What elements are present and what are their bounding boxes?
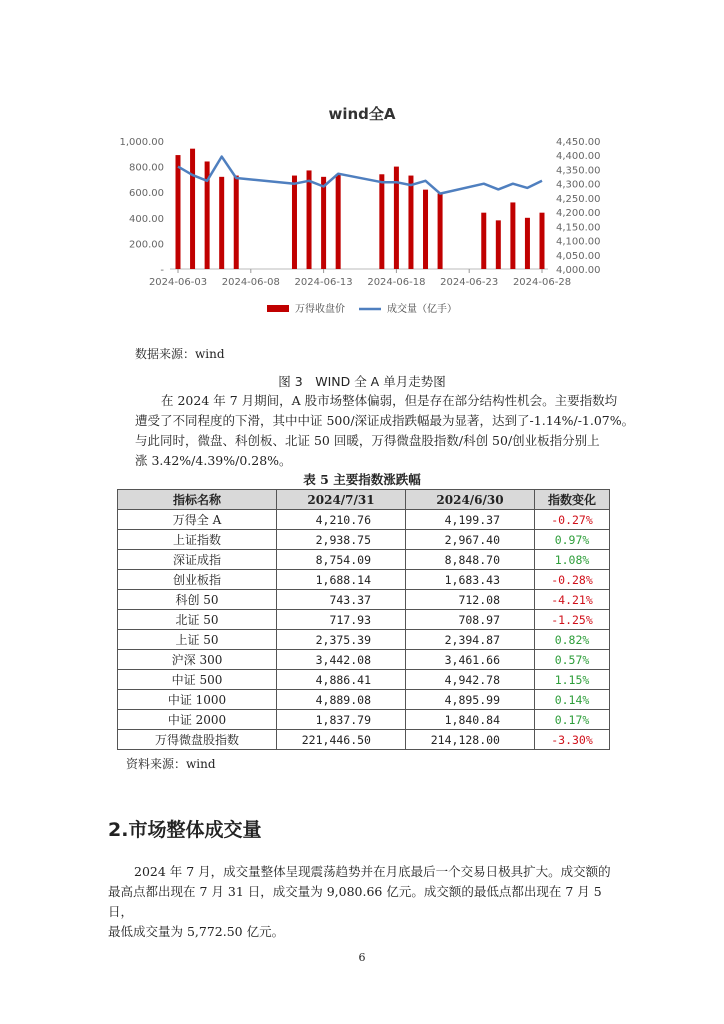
- bar: [408, 176, 413, 269]
- left-axis-tick-label: 600.00: [129, 188, 164, 200]
- right-axis-tick-label: 4,350.00: [556, 165, 601, 177]
- right-axis-tick-label: 4,250.00: [556, 193, 601, 205]
- right-axis-ticks: [556, 137, 601, 276]
- section-paragraph-line-2: 最高点都出现在 7 月 31 日，成交量为 9,080.66 亿元。成交额的最低点都出现在 7 月 5 日，: [108, 884, 602, 919]
- table-row: [118, 710, 610, 730]
- x-axis-tick-label: 2024-06-13: [294, 277, 353, 288]
- index-name-cell: 中证 1000: [118, 690, 277, 710]
- table-row: [118, 730, 610, 750]
- table-header-cell: 指标名称: [118, 490, 277, 510]
- right-axis-tick-label: 4,400.00: [556, 151, 601, 163]
- bar: [481, 213, 486, 269]
- bar: [379, 174, 384, 269]
- value-jun-cell: 2,967.40: [406, 530, 535, 550]
- value-jun-cell: 3,461.66: [406, 650, 535, 670]
- legend-line-label: 成交量（亿手）: [387, 304, 457, 315]
- figure-caption: 图 3 WIND 全 A 单月走势图: [278, 374, 446, 389]
- index-name-cell: 万得微盘股指数: [118, 730, 277, 750]
- bar: [219, 177, 224, 269]
- value-jun-cell: 4,199.37: [406, 510, 535, 530]
- paragraph-1-line-2: 遭受了不同程度的下滑，其中中证 500/深证成指跌幅最为显著，达到了-1.14%/-1.07%。: [135, 413, 635, 428]
- table-row: [118, 570, 610, 590]
- value-jul-cell: 4,886.41: [277, 670, 406, 690]
- value-jul-cell: 3,442.08: [277, 650, 406, 670]
- table-row: [118, 550, 610, 570]
- table-row: [118, 670, 610, 690]
- value-jul-cell: 8,754.09: [277, 550, 406, 570]
- change-cell: -0.27%: [535, 510, 610, 530]
- change-cell: -1.25%: [535, 610, 610, 630]
- change-cell: 0.57%: [535, 650, 610, 670]
- legend-bar-label: 万得收盘价: [295, 304, 345, 315]
- change-cell: -4.21%: [535, 590, 610, 610]
- change-cell: 0.17%: [535, 710, 610, 730]
- table-caption: 表 5 主要指数涨跌幅: [303, 472, 421, 487]
- table-row: [118, 690, 610, 710]
- left-axis-tick-label: 200.00: [129, 239, 164, 251]
- table-row: [118, 650, 610, 670]
- chart-source: 数据来源：wind: [135, 347, 225, 361]
- table-header-cell: 2024/6/30: [406, 490, 535, 510]
- value-jun-cell: 4,942.78: [406, 670, 535, 690]
- table-row: [118, 630, 610, 650]
- bar: [307, 170, 312, 269]
- bar: [176, 155, 181, 269]
- right-axis-tick-label: 4,450.00: [556, 137, 601, 148]
- table-header-cell: 2024/7/31: [277, 490, 406, 510]
- chart-figure: [110, 128, 610, 328]
- index-name-cell: 上证 50: [118, 630, 277, 650]
- value-jun-cell: 1,840.84: [406, 710, 535, 730]
- section-paragraph-line-1: 2024 年 7 月，成交量整体呈现震荡趋势并在月底最后一个交易日极具扩大。成交额的: [134, 864, 611, 879]
- index-name-cell: 上证指数: [118, 530, 277, 550]
- index-name-cell: 北证 50: [118, 610, 277, 630]
- right-axis-tick-label: 4,050.00: [556, 250, 601, 262]
- x-axis-tick-label: 2024-06-28: [512, 277, 572, 288]
- value-jul-cell: 4,889.08: [277, 690, 406, 710]
- index-name-cell: 万得全 A: [118, 510, 277, 530]
- left-axis-tick-label: 800.00: [129, 162, 164, 174]
- index-name-cell: 创业板指: [118, 570, 277, 590]
- value-jun-cell: 2,394.87: [406, 630, 535, 650]
- value-jun-cell: 708.97: [406, 610, 535, 630]
- x-axis-ticks: [149, 269, 571, 288]
- bar: [438, 193, 443, 269]
- bar: [292, 176, 297, 269]
- change-cell: -0.28%: [535, 570, 610, 590]
- x-axis-tick-label: 2024-06-08: [221, 277, 280, 288]
- value-jul-cell: 717.93: [277, 610, 406, 630]
- paragraph-1: [135, 391, 634, 471]
- paragraph-1-line-4: 涨 3.42%/4.39%/0.28%。: [135, 453, 292, 468]
- bar: [190, 149, 195, 269]
- index-name-cell: 沪深 300: [118, 650, 277, 670]
- bar-series: [176, 149, 545, 269]
- paragraph-1-line-1: 在 2024 年 7 月期间，A 股市场整体偏弱，但是存在部分结构性机会。主要指数均: [161, 393, 618, 408]
- bar: [510, 202, 515, 269]
- value-jun-cell: 1,683.43: [406, 570, 535, 590]
- value-jul-cell: 743.37: [277, 590, 406, 610]
- bar: [321, 177, 326, 269]
- value-jul-cell: 4,210.76: [277, 510, 406, 530]
- paragraph-1-line-3: 与此同时，微盘、科创板、北证 50 回暖，万得微盘股指数/科创 50/创业板指分别上: [135, 433, 600, 448]
- index-change-table: [117, 489, 610, 750]
- section-paragraph-line-3: 最低成交量为 5,772.50 亿元。: [108, 924, 285, 939]
- change-cell: -3.30%: [535, 730, 610, 750]
- value-jun-cell: 4,895.99: [406, 690, 535, 710]
- table-source: 资料来源：wind: [126, 757, 216, 771]
- section-paragraph: [108, 862, 628, 942]
- left-axis-tick-label: 1,000.00: [119, 137, 164, 148]
- value-jun-cell: 8,848.70: [406, 550, 535, 570]
- left-axis-tick-label: -: [160, 265, 164, 276]
- value-jul-cell: 1,837.79: [277, 710, 406, 730]
- value-jul-cell: 1,688.14: [277, 570, 406, 590]
- x-axis-tick-label: 2024-06-23: [440, 277, 499, 288]
- value-jul-cell: 2,375.39: [277, 630, 406, 650]
- value-jul-cell: 2,938.75: [277, 530, 406, 550]
- value-jun-cell: 712.08: [406, 590, 535, 610]
- bar: [423, 190, 428, 269]
- table-header-row: [118, 490, 610, 510]
- bar: [496, 220, 501, 269]
- change-cell: 1.08%: [535, 550, 610, 570]
- bar: [234, 176, 239, 269]
- index-name-cell: 中证 2000: [118, 710, 277, 730]
- volume-line: [178, 157, 542, 194]
- bar: [336, 174, 341, 269]
- chart-title: wind全A: [328, 105, 396, 123]
- left-axis-ticks: [119, 137, 164, 276]
- table-row: [118, 610, 610, 630]
- index-name-cell: 科创 50: [118, 590, 277, 610]
- index-name-cell: 中证 500: [118, 670, 277, 690]
- change-cell: 0.14%: [535, 690, 610, 710]
- right-axis-tick-label: 4,100.00: [556, 236, 601, 248]
- table-header-cell: 指数变化: [535, 490, 610, 510]
- change-cell: 0.82%: [535, 630, 610, 650]
- bar: [540, 213, 545, 269]
- value-jun-cell: 214,128.00: [406, 730, 535, 750]
- right-axis-tick-label: 4,150.00: [556, 222, 601, 234]
- table-row: [118, 530, 610, 550]
- change-cell: 0.97%: [535, 530, 610, 550]
- section-heading: 2.市场整体成交量: [108, 819, 262, 841]
- table-row: [118, 510, 610, 530]
- change-cell: 1.15%: [535, 670, 610, 690]
- right-axis-tick-label: 4,200.00: [556, 208, 601, 220]
- left-axis-tick-label: 400.00: [129, 213, 164, 225]
- page-number: 6: [358, 951, 366, 964]
- chart-legend: [267, 302, 457, 315]
- x-axis-tick-label: 2024-06-03: [148, 277, 208, 288]
- legend-bar-swatch: [267, 305, 289, 312]
- right-axis-tick-label: 4,000.00: [556, 265, 601, 276]
- index-name-cell: 深证成指: [118, 550, 277, 570]
- line-series: [178, 157, 542, 194]
- value-jul-cell: 221,446.50: [277, 730, 406, 750]
- table-row: [118, 590, 610, 610]
- x-axis-tick-label: 2024-06-18: [367, 277, 426, 288]
- bar: [525, 218, 530, 269]
- right-axis-tick-label: 4,300.00: [556, 179, 601, 191]
